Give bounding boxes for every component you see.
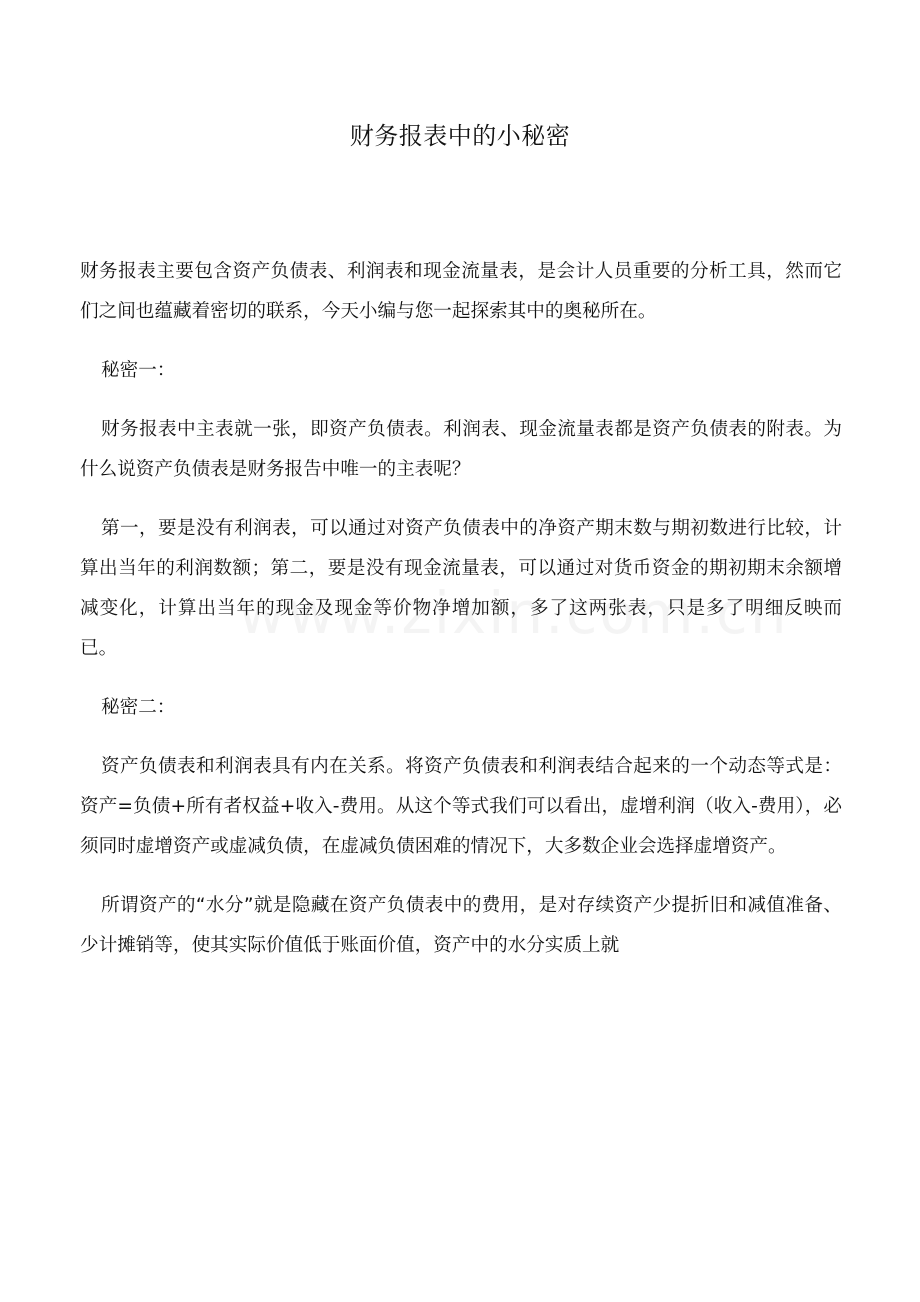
paragraph-secret-two-detail: 所谓资产的“水分”就是隐藏在资产负债表中的费用，是对存续资产少提折旧和减值准备、少计摊销等，使其实际价值低于账面价值，资产中的水分实质上就 [80, 895, 842, 956]
paragraph-intro: 财务报表主要包含资产负债表、利润表和现金流量表，是会计人员重要的分析工具，然而它们之间也蕴藏着密切的联系，今天小编与您一起探索其中的奥秘所在。 [80, 261, 842, 322]
document-body [80, 252, 842, 985]
paragraph-secret-two-main: 资产负债表和利润表具有内在关系。将资产负债表和利润表结合起来的一个动态等式是：资产=负债+所有者权益+收入-费用。从这个等式我们可以看出，虚增利润（收入-费用），必须同时虚增资产或虚减负债，在虚减负债困难的情况下，大多数企业会选择虚增资产。 [80, 756, 842, 857]
section-heading-secret-one: 秘密一： [101, 360, 176, 381]
paragraph-secret-one-detail: 第一，要是没有利润表，可以通过对资产负债表中的净资产期末数与期初数进行比较，计算出当年的利润数额；第二，要是没有现金流量表，可以通过对货币资金的期初期末余额增减变化，计算出当年的现金及现金等价物净增加额，多了这两张表，只是多了明细反映而已。 [80, 518, 842, 659]
document-title: 财务报表中的小秘密 [349, 122, 571, 150]
section-heading-secret-two: 秘密二： [101, 697, 176, 718]
paragraph-secret-one-main: 财务报表中主表就一张，即资产负债表。利润表、现金流量表都是资产负债表的附表。为什么说资产负债表是财务报告中唯一的主表呢？ [80, 419, 842, 480]
